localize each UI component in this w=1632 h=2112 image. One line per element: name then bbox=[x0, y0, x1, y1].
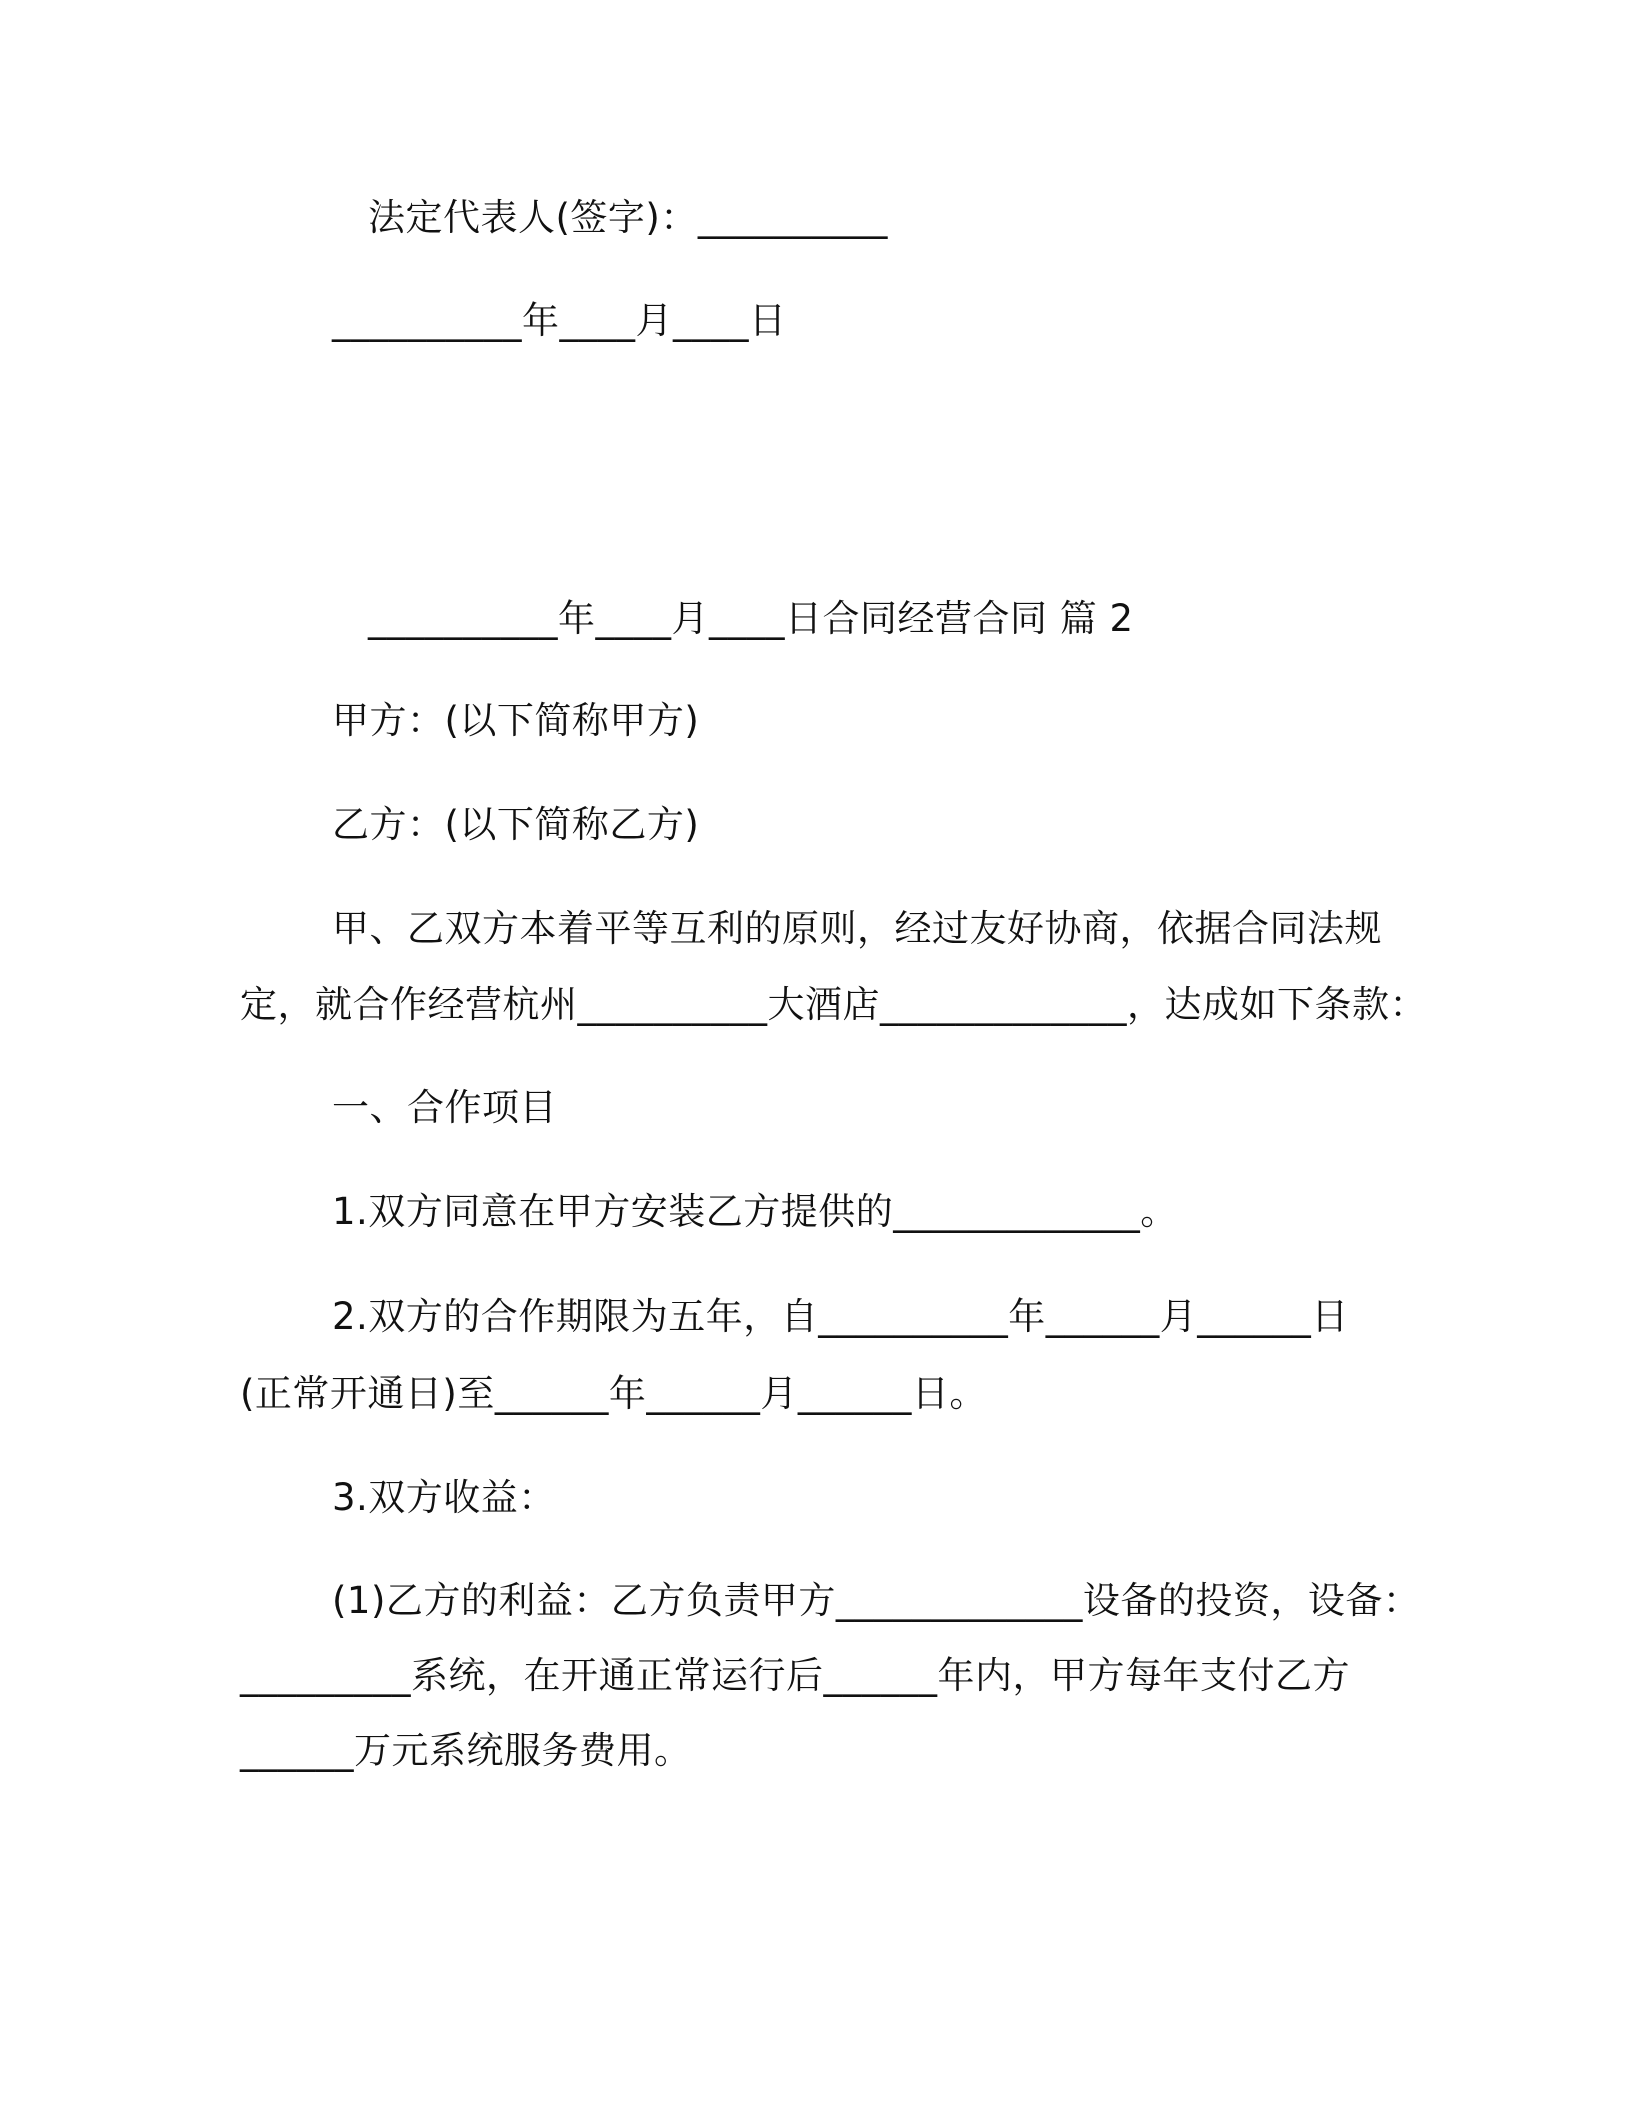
clause-2-line-1: 2.双方的合作期限为五年，自__________年______月______日 bbox=[332, 1295, 1349, 1338]
party-b: 乙方：(以下简称乙方) bbox=[332, 803, 700, 846]
intro-paragraph-line-1: 甲、乙双方本着平等互利的原则，经过友好协商，依据合同法规 bbox=[332, 907, 1382, 950]
clause-1: 1.双方同意在甲方安装乙方提供的_____________。 bbox=[332, 1190, 1178, 1233]
date-line: __________年____月____日 bbox=[332, 299, 787, 342]
heading-cooperation-project: 一、合作项目 bbox=[332, 1086, 557, 1129]
intro-paragraph-line-2: 定，就合作经营杭州__________大酒店_____________，达成如下条款： bbox=[240, 983, 1427, 1026]
signature-line: 法定代表人(签字)：__________ bbox=[368, 196, 888, 239]
clause-3-1-line-1: (1)乙方的利益：乙方负责甲方_____________设备的投资，设备： bbox=[332, 1579, 1421, 1622]
section-title: __________年____月____日合同经营合同 篇 2 bbox=[368, 597, 1134, 640]
clause-2-line-2: (正常开通日)至______年______月______日。 bbox=[240, 1372, 987, 1415]
clause-3-1-line-3: ______万元系统服务费用。 bbox=[240, 1729, 692, 1772]
clause-3-1-line-2: _________系统，在开通正常运行后______年内，甲方每年支付乙方 bbox=[240, 1654, 1350, 1697]
clause-3: 3.双方收益： bbox=[332, 1476, 556, 1519]
party-a: 甲方：(以下简称甲方) bbox=[332, 699, 700, 742]
